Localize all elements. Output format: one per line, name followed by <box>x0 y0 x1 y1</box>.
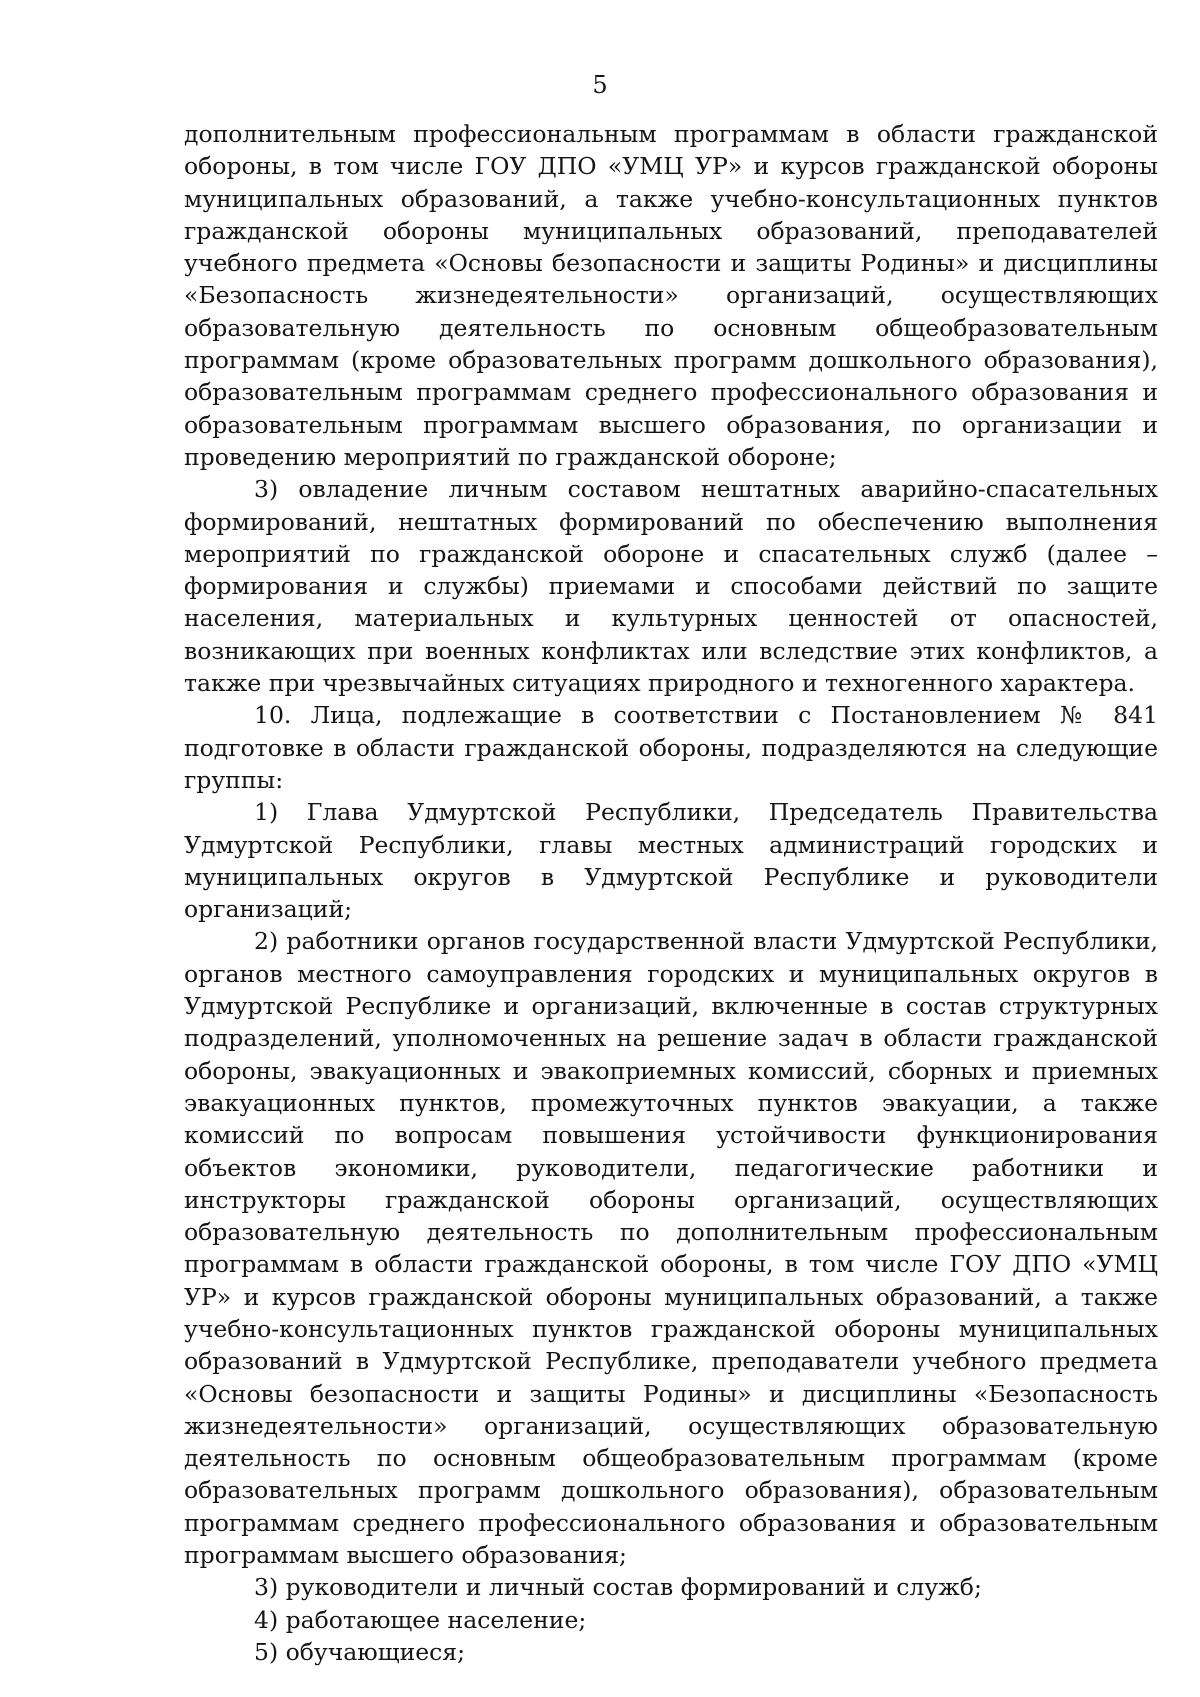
paragraph-continuation: дополнительным профессиональным программам в области гражданской обороны, в том числе ГОУ ДПО «УМЦ УР» и курсов гражданской обороны муниципальных образований, а также учебно-консультационных пунктов гражданской обороны муниципальных образований, преподавателей учебного предмета «Основы безопасности и защиты Родины» и дисциплины «Безопасность жизнедеятельности» организаций, осуществляющих образовательную деятельность по основным общеобразовательным программам (кроме образовательных программ дошкольного образования), образовательным программам среднего профессионального образования и образовательным программам высшего образования, по организации и проведению мероприятий по гражданской обороне; <box>184 120 1158 471</box>
group-item-2: 2) работники органов государственной власти Удмуртской Республики, органов местного самоуправления городских и муниципальных округов в Удмуртской Республике и организаций, включенные в состав структурных подразделений, уполномоченных на решение задач в области гражданской обороны, эвакуационных и эвакоприемных комиссий, сборных и приемных эвакуационных пунктов, промежуточных пунктов эвакуации, а также комиссий по вопросам повышения устойчивости функционирования объектов экономики, руководители, педагогические работники и инструкторы гражданской обороны организаций, осуществляющих образовательную деятельность по дополнительным профессиональным программам в области гражданской обороны, в том числе ГОУ ДПО «УМЦ УР» и курсов гражданской обороны муниципальных образований, а также учебно-консультационных пунктов гражданской обороны муниципальных образований в Удмуртской Республике, преподаватели учебного предмета «Основы безопасности и защиты Родины» и дисциплины «Безопасность жизнедеятельности» организаций, осуществляющих образовательную деятельность по основным общеобразовательным программам (кроме образовательных программ дошкольного образования), образовательным программам среднего профессионального образования и образовательным программам высшего образования; <box>184 927 1158 1570</box>
page-number: 5 <box>592 71 608 99</box>
list-item-3-mastery: 3) овладение личным составом нештатных аварийно-спасательных формирований, нештатных формирований по обеспечению выполнения мероприятий по гражданской обороне и спасательных служб (далее – формирования и службы) приемами и способами действий по защите населения, материальных и культурных ценностей от опасностей, возникающих при военных конфликтах или вследствие этих конфликтов, а также при чрезвычайных ситуациях природного и техногенного характера. <box>184 475 1158 698</box>
clause-10-intro: 10. Лица, подлежащие в соответствии с Постановлением № 841 подготовке в области гражданской обороны, подразделяются на следующие группы: <box>184 701 1158 794</box>
document-body <box>184 118 1158 1668</box>
group-item-4: 4) работающее население; <box>254 1605 587 1634</box>
group-item-3: 3) руководители и личный состав формирований и служб; <box>254 1573 982 1602</box>
group-item-1: 1) Глава Удмуртской Республики, Председатель Правительства Удмуртской Республики, главы местных администраций городских и муниципальных округов в Удмуртской Республике и руководители организаций; <box>184 798 1158 924</box>
group-item-5: 5) обучающиеся; <box>254 1637 466 1666</box>
